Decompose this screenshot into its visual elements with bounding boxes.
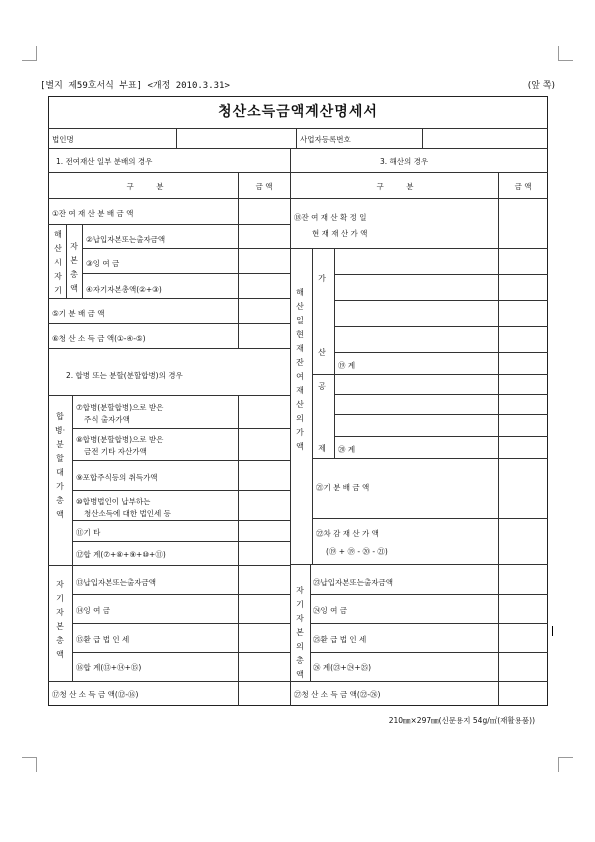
left-row-11: ⑪기 타 <box>76 528 101 537</box>
text-cursor <box>552 626 553 636</box>
group-dissolve-right-label: 해산일현재잔여재산의가액 <box>296 288 304 451</box>
section2-label: 2. 합병 또는 분할(분할합병)의 경우 <box>66 371 183 380</box>
right-row-27: ㉗청 산 소 득 금 액(㉒-㉖) <box>294 690 381 699</box>
left-row-12: ⑫합 계(⑦+⑧+⑨+⑩+⑪) <box>76 550 166 559</box>
biz-no-input[interactable] <box>423 129 547 147</box>
right-row-21: ㉑기 분 배 금 액 <box>316 483 370 492</box>
sub-b-label: 산 <box>318 348 326 357</box>
left-col-amount: 금 액 <box>255 182 273 191</box>
left-row-4: ④자기자본총액(②+③) <box>86 285 162 294</box>
right-row-20: ⑳ 계 <box>338 445 356 454</box>
corp-name-input[interactable] <box>177 129 295 147</box>
biz-no-label: 사업자등록번호 <box>300 135 351 144</box>
left-row-7a: ⑦합병(분할합병)으로 받은 <box>76 403 164 412</box>
left-col-item: 구 분 <box>126 182 164 191</box>
sub-d-label: 제 <box>318 444 326 453</box>
group-merge-label: 합병·분할대가총액 <box>54 412 66 519</box>
right-row-26: ㉖ 계(㉓+㉔+㉕) <box>313 663 372 672</box>
sub-a-label: 가 <box>318 274 326 283</box>
crop-mark <box>22 757 37 772</box>
form-title: 청산소득금액계산명세서 <box>218 104 378 120</box>
left-row-7b: 주식 출자가액 <box>84 415 130 424</box>
corp-name-label: 법인명 <box>52 135 74 144</box>
left-row-13: ⑬납입자본또는출자금액 <box>76 578 156 587</box>
left-row-8a: ⑧합병(분할합병)으로 받은 <box>76 435 164 444</box>
right-col-item: 구 분 <box>376 182 414 191</box>
right-row-23: ㉓납입자본또는출자금액 <box>313 578 393 587</box>
left-row-17: ⑰청 산 소 득 금 액(⑫-⑯) <box>52 690 139 699</box>
right-row-22a: ㉒차 감 재 산 가 액 <box>316 529 379 538</box>
left-row-2: ②납입자본또는출자금액 <box>86 235 166 244</box>
right-row-18a: ⑱잔 여 재 산 확 정 일 <box>294 213 367 222</box>
group-own-left-label: 자기자본총액 <box>56 580 64 659</box>
paper-spec-note: 210㎜×297㎜(신문용지 54g/㎡(재활용품)) <box>388 716 535 725</box>
page-side-label: (앞 쪽) <box>527 81 555 91</box>
left-row-15: ⑮환 급 법 인 세 <box>76 635 130 644</box>
left-row-6: ⑥청 산 소 득 금 액(①-④-⑤) <box>52 334 146 343</box>
right-row-25: ㉕환 급 법 인 세 <box>313 635 367 644</box>
left-row-14: ⑭잉 여 금 <box>76 606 111 615</box>
group-own-right-label: 자기자본의총액 <box>296 586 304 679</box>
section1-label: 1. 전여재산 일부 분배의 경우 <box>56 157 153 166</box>
right-row-22b: (⑲ + ⑲ - ⑳ - ㉑) <box>326 547 388 556</box>
crop-mark <box>558 46 573 61</box>
left-row-10a: ⑩합병법인이 납부하는 <box>76 497 151 506</box>
section3-label: 3. 해산의 경우 <box>380 157 429 166</box>
left-row-8b: 금전 기타 자산가액 <box>84 447 147 456</box>
group-capital-label: 자본총액 <box>70 242 78 293</box>
crop-mark <box>558 757 573 772</box>
left-row-10b: 청산소득에 대한 법인세 등 <box>84 509 171 518</box>
form-reference: [별지 제59호서식 부표] <개정 2010.3.31> <box>40 81 230 91</box>
right-col-amount: 금 액 <box>514 182 532 191</box>
left-row-5: ⑤기 분 배 금 액 <box>52 309 105 318</box>
right-row-18b: 현 재 재 산 가 액 <box>312 229 368 238</box>
right-row-19: ⑲ 계 <box>338 361 356 370</box>
left-row-9: ⑨포합주식등의 취득가액 <box>76 473 158 482</box>
left-row-1: ①잔 여 재 산 분 배 금 액 <box>52 209 134 218</box>
right-row-24: ㉔잉 여 금 <box>313 606 348 615</box>
sub-c-label: 공 <box>318 382 326 391</box>
left-row-16: ⑯합 계(⑬+⑭+⑮) <box>76 663 142 672</box>
group-dissolve-label: 해산시자기 <box>54 230 62 295</box>
left-row-3: ③잉 여 금 <box>86 259 120 268</box>
crop-mark <box>22 46 37 61</box>
